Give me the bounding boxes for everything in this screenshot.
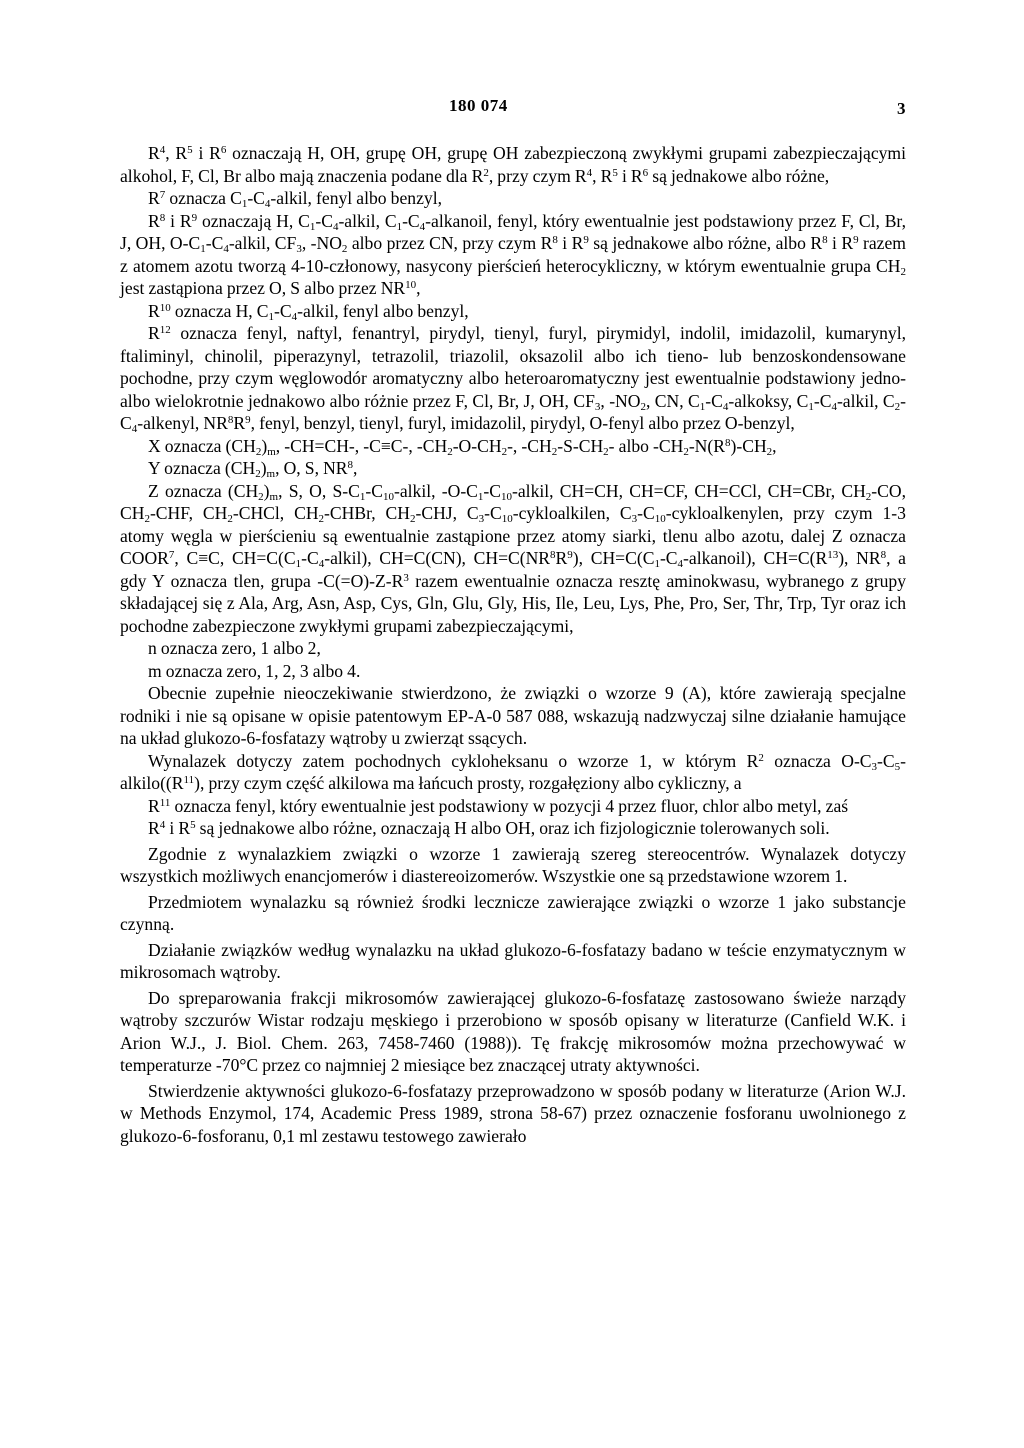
paragraph-medicines: Przedmiotem wynalazku są również środki lecznicze zawierające związki o wzorze 1 jako substancje czynną. (120, 891, 906, 934)
paragraph-x: X oznacza $(CH_2)_m$, -CH=CH-, -C≡C-, $-CH_2-O-CH_2-$, $-CH_2-S-CH_2-$ albo $-CH_2-N(R^8)-CH_2$, (148, 435, 777, 458)
paragraph-y: Y oznacza $(CH_2)_m$, O, S, $NR^8$, (148, 458, 358, 480)
paragraph-activity: Stwierdzenie aktywności glukozo-6-fosfatazy przeprowadzono w sposób podany w literaturze (Arion W.J. w Methods Enzymol, 174, Academic Press 1989, strona 58-67) przez oznaczenie fosforanu uwolnionego z glukozo-6-fosforanu, 0,1 ml zestawu testowego zawierało (120, 1080, 906, 1146)
paragraph-microsomes: Do spreparowania frakcji mikrosomów zawierającej glukozo-6-fosfatazę zastosowano świeże narządy wątroby szczurów Wistar rodzaju męskiego i przerobiono w sposób opisany w literaturze (Canfield W.K. i Arion W.J., J. Biol. Chem. 263, 7458-7460 (1988)). Tę frakcję mikrosomów można przechowywać w temperaturze -70°C przez co najmniej 2 miesiące bez znaczącej utraty aktywności. (120, 987, 906, 1075)
paragraph-r4-r5: $R^4$ i $R^5$ są jednakowe albo różne, oznaczają H albo OH, oraz ich fizjologicznie tolerowanych soli. (148, 818, 830, 838)
paragraph-enzyme-test: Działanie związków według wynalazku na układ glukozo-6-fosfatazy badano w teście enzymatycznym w mikrosomach wątroby. (120, 939, 906, 982)
paragraph-m: m oznacza zero, 1, 2, 3 albo 4. (148, 660, 361, 681)
paragraph-r7: $R^7$ oznacza $C_1-C_4$-alkil, fenyl albo benzyl, (148, 188, 442, 210)
paragraph-invention: Wynalazek dotyczy zatem pochodnych cykloheksanu o wzorze 1, w którym $R^2$ oznacza $O-C_3-C_5-alkilo((R^{11})$, przy czym część alkilowa ma łańcuch prosty, rozgałęziony albo cykliczny, a (120, 750, 906, 793)
paragraph-discovery: Obecnie zupełnie nieoczekiwanie stwierdzono, że związki o wzorze 9 (A), które zawierają specjalne rodniki i nie są opisane w opisie patentowym EP-A-0 587 088, wskazują nadzwyczaj silne działanie hamujące na układ glukozo-6-fosfatazy wątroby u zwierząt ssących. (120, 683, 906, 748)
paragraph-r10: $R^{10}$ oznacza H, $C_1-C_4$-alkil, fenyl albo benzyl, (148, 300, 469, 323)
paragraph-z: Z oznacza $(CH_2)_m$, S, O, $S-C_1-C_{10}$-alkil, $-O-C_1-C_{10}$-alkil, CH=CH, CH=CF, CH=CCl, CH=CBr, $CH_2-CO$, $CH_2$-CHF, $CH_2$-CHCl, $CH_2$-CHBr, $CH_2$-CHJ, $C_3-C_{10}$-cykloalkilen, $C_3-C_{10}$-cykloalkenylen, przy czym 1-3 atomy węgla w pierścieniu są ewentualnie zastąpione przez atomy siarki, tlenu albo azotu, dalej Z oznacza COOR$^7$, C≡C, $CH=C(C_1-C_4-alkil)$, CH=C(CN), $CH=C(NR^8R^9)$, $CH=C(C_1-C_4-alkanoil)$, $CH=C(R^{13})$, $NR^8$, a gdy Y oznacza tlen, grupa $-C(=O)-Z-R^3$ razem ewentualnie oznacza resztę aminokwasu, wybranego z grupy składającej się z Ala, Arg, Asn, Asp, Cys, Gln, Glu, Gly, His, Ile, Leu, Lys, Phe, Pro, Ser, Thr, Trp, Tyr oraz ich pochodne zabezpieczone zwykłymi grupami zabezpieczającymi, (120, 480, 906, 636)
paragraph-r11: $R^{11}$ oznacza fenyl, który ewentualnie jest podstawiony w pozycji 4 przez fluor, chlor albo metyl, zaś (148, 795, 849, 816)
paragraph-r8-r9: $R^8$ i $R^9$ oznaczają H, $C_1-C_4$-alkil, $C_1-C_4$-alkanoil, fenyl, który ewentualnie jest podstawiony przez F, Cl, Br, J, OH, $O-C_1-C_4$-alkil, $CF_3$, $-NO_2$ albo przez CN, przy czym $R^8$ i $R^9$ są jednakowe albo różne, albo $R^8$ i $R^9$ razem z atomem azotu tworzą 4-10-członowy, nasycony pierścień heterocykliczny, w którym ewentualnie grupa $CH_2$ jest zastąpiona przez O, S albo przez NR$^{10}$, (120, 210, 906, 298)
patent-number: 180 074 (449, 96, 508, 115)
paragraph-r4-r5-r6: $R^4$, $R^5$ i $R^6$ oznaczają H, OH, grupę OH, grupę OH zabezpieczoną zwykłymi grupami zabezpieczającymi alkohol, F, Cl, Br albo mają znaczenia podane dla $R^2$, przy czym $R^4$, $R^5$ i $R^6$ są jednakowe albo różne, (120, 143, 906, 186)
paragraph-r12: $R^{12}$ oznacza fenyl, naftyl, fenantryl, pirydyl, tienyl, furyl, pirymidyl, indolil, imidazolil, kumarynyl, ftaliminyl, chinolil, piperazynyl, tetrazolil, triazolil, oksazolil albo ich tieno- lub benzoskondensowane pochodne, przy czym węglowodór aromatyczny albo heteroaromatyczny jest ewentualnie podstawiony jedno- albo wielokrotnie jednakowo albo różnie przez F, Cl, Br, J, OH, $CF_3$, $-NO_2$, CN, $C_1-C_4$-alkoksy, $C_1-C_4$-alkil, $C_2-C_4$-alkenyl, $NR^8R^9$, fenyl, benzyl, tienyl, furyl, imidazolil, pirydyl, O-fenyl albo przez O-benzyl, (120, 323, 906, 435)
body-text (120, 142, 906, 1147)
page-number: 3 (897, 99, 906, 118)
paragraph-stereocenters: Zgodnie z wynalazkiem związki o wzorze 1 zawierają szereg stereocentrów. Wynalazek dotyczy wszystkich możliwych enancjomerów i diastereoizomerów. Wszystkie one są przedstawione wzorem 1. (120, 843, 906, 886)
paragraph-n: n oznacza zero, 1 albo 2, (148, 638, 321, 658)
